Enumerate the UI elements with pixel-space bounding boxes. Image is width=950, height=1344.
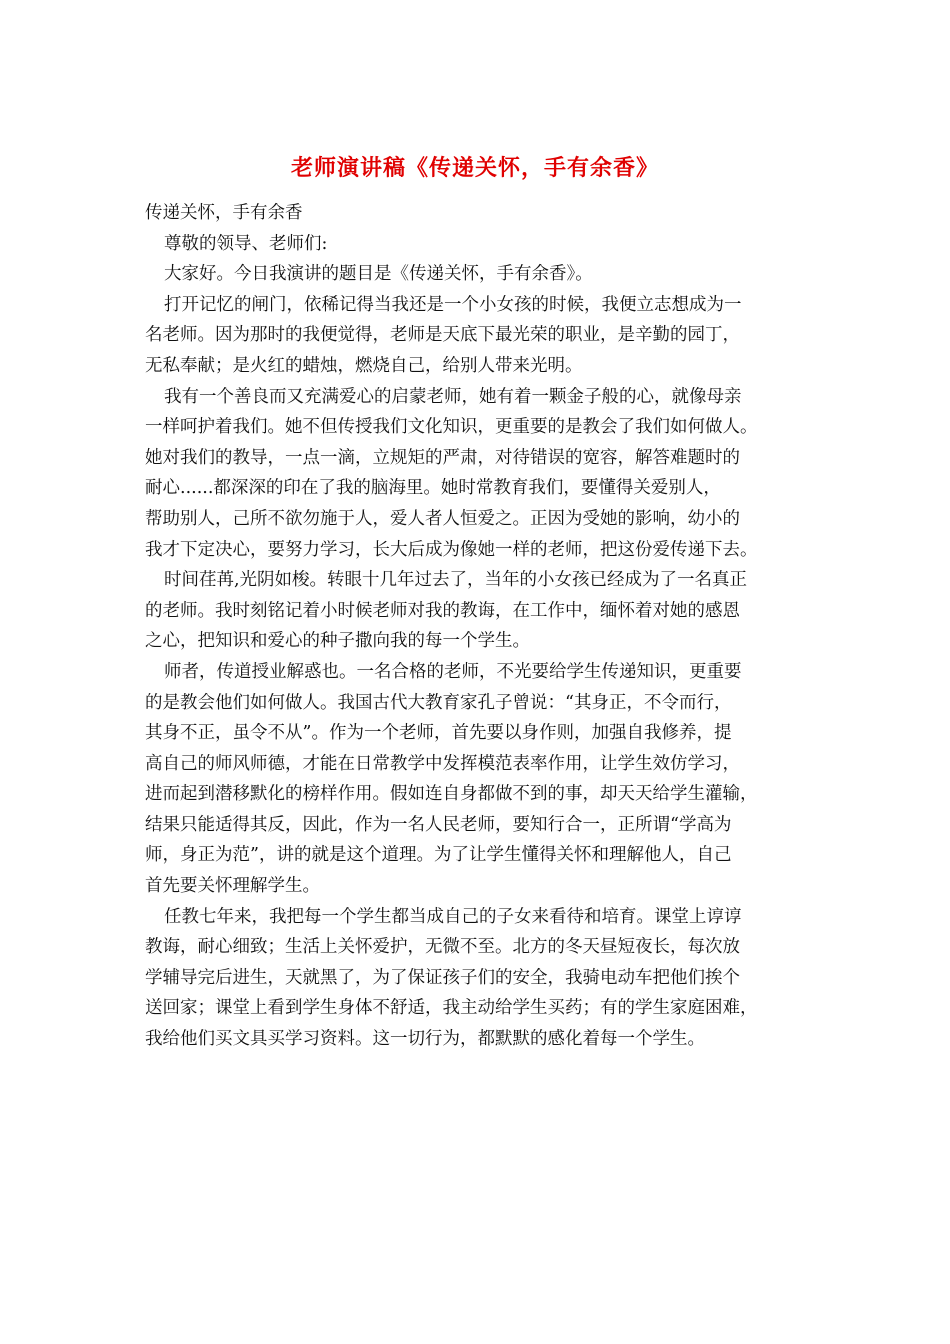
paragraph-line: 一样呵护着我们。她不但传授我们文化知识，更重要的是教会了我们如何做人。	[145, 417, 758, 438]
paragraph-line: 无私奉献；是火红的蜡烛，燃烧自己，给别人带来光明。	[145, 355, 583, 376]
document-title: 老师演讲稿《传递关怀，手有余香》	[290, 155, 659, 181]
paragraph-line: 打开记忆的闸门，依稀记得当我还是一个小女孩的时候，我便立志想成为一	[164, 294, 742, 315]
salutation: 尊敬的领导、老师们:	[164, 233, 328, 254]
paragraph-line: 时间荏苒,光阴如梭。转眼十几年过去了，当年的小女孩已经成为了一名真正	[164, 570, 748, 591]
paragraph-line: 师者，传道授业解惑也。一名合格的老师，不光要给学生传递知识，更重要	[164, 661, 742, 682]
paragraph-line: 的是教会他们如何做人。我国古代大教育家孔子曾说：“其身正，不令而行，	[145, 692, 732, 713]
greeting: 大家好。今日我演讲的题目是《传递关怀，手有余香》。	[164, 264, 593, 285]
paragraph-line: 高自己的师风师德，才能在日常教学中发挥模范表率作用，让学生效仿学习，	[145, 753, 740, 774]
speech-subtitle: 传递关怀，手有余香	[145, 203, 303, 223]
paragraph-line: 任教七年来，我把每一个学生都当成自己的子女来看待和培育。课堂上谆谆	[164, 906, 742, 927]
document-body	[145, 198, 810, 1055]
paragraph-line: 其身不正，虽令不从”。作为一个老师，首先要以身作则，加强自我修养，提	[145, 723, 732, 744]
paragraph-line: 她对我们的教导，一点一滴，立规矩的严肃，对待错误的宽容，解答难题时的	[145, 447, 740, 468]
paragraph-line: 的老师。我时刻铭记着小时候老师对我的教诲，在工作中，缅怀着对她的感恩	[145, 600, 740, 621]
paragraph-line: 我有一个善良而又充满爱心的启蒙老师，她有着一颗金子般的心，就像母亲	[164, 386, 742, 407]
paragraph-line: 我给他们买文具买学习资料。这一切行为，都默默的感化着每一个学生。	[145, 1029, 705, 1050]
paragraph-line: 我才下定决心，要努力学习，长大后成为像她一样的老师，把这份爱传递下去。	[145, 539, 758, 560]
paragraph-line: 名老师。因为那时的我便觉得，老师是天底下最光荣的职业，是辛勤的园丁，	[145, 325, 740, 346]
paragraph-line: 学辅导完后进生，天就黑了，为了保证孩子们的安全，我骑电动车把他们挨个	[145, 967, 740, 988]
paragraph-line: 耐心......都深深的印在了我的脑海里。她时常教育我们，要懂得关爱别人，	[145, 478, 721, 499]
paragraph-line: 帮助别人，己所不欲勿施于人，爱人者人恒爱之。正因为受她的影响，幼小的	[145, 508, 740, 529]
paragraph-line: 结果只能适得其反，因此，作为一名人民老师，要知行合一，正所谓“学高为	[145, 814, 732, 835]
paragraph-line: 教诲，耐心细致；生活上关怀爱护，无微不至。北方的冬天昼短夜长，每次放	[145, 937, 740, 958]
paragraph-line: 之心，把知识和爱心的种子撒向我的每一个学生。	[145, 631, 530, 652]
paragraph-line: 师，身正为范”，讲的就是这个道理。为了让学生懂得关怀和理解他人，自己	[145, 845, 732, 866]
paragraph-line: 送回家；课堂上看到学生身体不舒适，我主动给学生买药；有的学生家庭困难，	[145, 998, 758, 1019]
paragraph-line: 首先要关怀理解学生。	[145, 876, 320, 897]
paragraph-line: 进而起到潜移默化的榜样作用。假如连自身都做不到的事，却天天给学生灌输，	[145, 784, 758, 805]
